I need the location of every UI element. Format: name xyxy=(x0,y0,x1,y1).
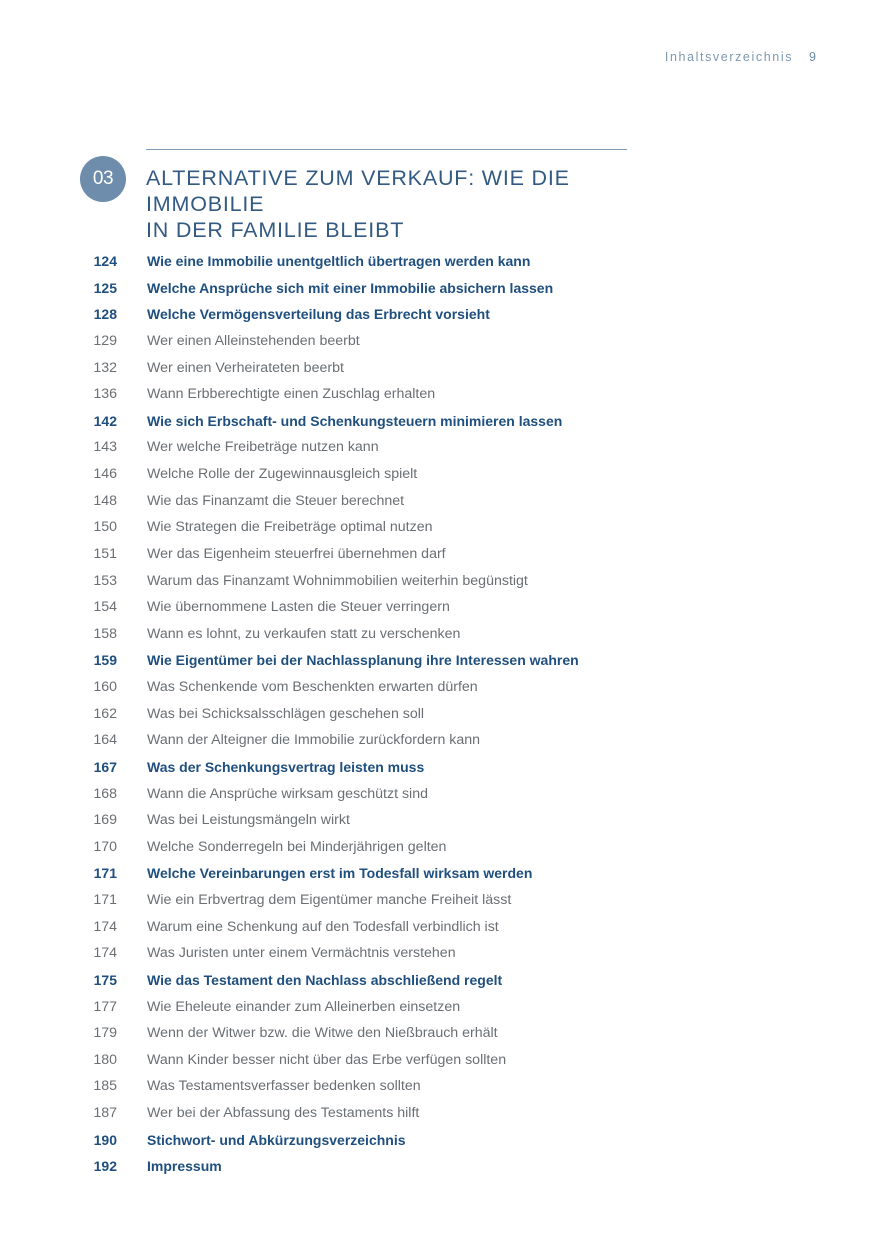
toc-page-number: 154 xyxy=(93,599,117,616)
toc-entry-sub[interactable] xyxy=(0,674,874,701)
toc-page-number: 171 xyxy=(93,892,117,908)
toc-page-number: 174 xyxy=(93,918,117,935)
toc-page-number: 153 xyxy=(93,572,117,589)
toc-page-number: 150 xyxy=(93,519,117,536)
toc-entry-title: Was bei Schicksalsschlägen geschehen soll xyxy=(147,705,425,722)
toc-entry-title: Was Juristen unter einem Vermächtnis verstehen xyxy=(147,945,456,962)
toc-entry-sub[interactable] xyxy=(0,1073,874,1100)
toc-page-number: 175 xyxy=(93,971,117,988)
toc-entry-title: Wie Eheleute einander zum Alleinerben einsetzen xyxy=(147,998,461,1015)
toc-entry-title: Was der Schenkungsvertrag leisten muss xyxy=(147,758,425,775)
toc-entry-sub[interactable] xyxy=(0,940,874,967)
toc-entry-main[interactable] xyxy=(0,1127,874,1154)
toc-entry-main[interactable] xyxy=(0,301,874,328)
toc-entry-sub[interactable] xyxy=(0,1020,874,1047)
toc-entry-title: Welche Ansprüche sich mit einer Immobilie absichern lassen xyxy=(147,279,554,296)
toc-page-number: 160 xyxy=(93,679,117,695)
toc-page-number: 185 xyxy=(93,1078,117,1095)
toc-page-number: 125 xyxy=(93,279,117,296)
toc-entry-title: Wie sich Erbschaft- und Schenkungsteuern minimieren lassen xyxy=(147,412,563,429)
toc-page-number: 167 xyxy=(93,758,117,775)
toc-page-number: 168 xyxy=(93,785,117,802)
toc-page-number: 170 xyxy=(93,838,117,855)
toc-entry-sub[interactable] xyxy=(0,381,874,408)
toc-entry-main[interactable] xyxy=(0,754,874,781)
toc-entry-title: Impressum xyxy=(147,1158,222,1175)
toc-entry-sub[interactable] xyxy=(0,994,874,1021)
chapter-title-line-1: ALTERNATIVE ZUM VERKAUF: WIE DIE IMMOBILIE xyxy=(146,166,570,216)
toc-page-number: 124 xyxy=(93,253,117,269)
toc-entry-sub[interactable] xyxy=(0,355,874,382)
toc-entry-sub[interactable] xyxy=(0,568,874,595)
toc-page-number: 132 xyxy=(93,359,117,376)
toc-page-number: 148 xyxy=(93,492,117,509)
toc-entry-title: Wie das Testament den Nachlass abschließend regelt xyxy=(147,971,503,988)
toc-entry-main[interactable] xyxy=(0,275,874,302)
toc-entry-sub[interactable] xyxy=(0,1047,874,1074)
toc-entry-title: Wann der Alteigner die Immobilie zurückfordern kann xyxy=(147,732,481,749)
chapter-title-line-2: IN DER FAMILIE BLEIBT xyxy=(146,218,405,242)
toc-entry-title: Was bei Leistungsmängeln wirkt xyxy=(147,812,350,829)
toc-entry-sub[interactable] xyxy=(0,807,874,834)
toc-entry-sub[interactable] xyxy=(0,887,874,914)
toc-entry-sub[interactable] xyxy=(0,488,874,515)
toc-entry-sub[interactable] xyxy=(0,541,874,568)
toc-entry-title: Welche Rolle der Zugewinnausgleich spielt xyxy=(147,466,418,482)
toc-entry-title: Warum das Finanzamt Wohnimmobilien weiterhin begünstigt xyxy=(147,572,528,589)
toc-page-number: 158 xyxy=(93,625,117,642)
chapter-title xyxy=(146,165,636,243)
toc-entry-title: Wie das Finanzamt die Steuer berechnet xyxy=(147,492,405,509)
toc-entry-title: Was Schenkende vom Beschenkten erwarten dürfen xyxy=(147,679,478,695)
toc-page-number: 159 xyxy=(93,652,117,669)
toc-entry-title: Wie Strategen die Freibeträge optimal nutzen xyxy=(147,519,433,536)
toc-page-number: 190 xyxy=(93,1131,117,1148)
toc-entry-main[interactable] xyxy=(0,408,874,435)
toc-page-number: 187 xyxy=(93,1105,117,1121)
toc-entry-title: Was Testamentsverfasser bedenken sollten xyxy=(147,1078,421,1095)
running-head-section: Inhaltsverzeichnis xyxy=(664,50,794,64)
toc-entry-title: Wann es lohnt, zu verkaufen statt zu verschenken xyxy=(147,625,461,642)
page-number: 9 xyxy=(809,50,816,64)
toc-page-number: 171 xyxy=(93,865,117,882)
toc-entry-title: Stichwort- und Abkürzungsverzeichnis xyxy=(147,1131,406,1148)
toc-entry-sub[interactable] xyxy=(0,328,874,355)
toc-entry-title: Welche Vereinbarungen erst im Todesfall wirksam werden xyxy=(147,865,533,882)
toc-page-number: 128 xyxy=(93,306,117,323)
toc-entry-title: Wie ein Erbvertrag dem Eigentümer manche Freiheit lässt xyxy=(147,892,512,908)
toc-entry-title: Wie eine Immobilie unentgeltlich übertragen werden kann xyxy=(147,253,531,269)
toc-entry-sub[interactable] xyxy=(0,1100,874,1127)
toc-entry-sub[interactable] xyxy=(0,434,874,461)
toc-entry-sub[interactable] xyxy=(0,514,874,541)
table-of-contents xyxy=(0,248,874,1180)
toc-page-number: 136 xyxy=(93,386,117,403)
toc-page-number: 177 xyxy=(93,998,117,1015)
toc-entry-title: Warum eine Schenkung auf den Todesfall verbindlich ist xyxy=(147,918,499,935)
toc-page-number: 142 xyxy=(93,412,117,429)
toc-entry-sub[interactable] xyxy=(0,594,874,621)
toc-entry-title: Wer das Eigenheim steuerfrei übernehmen darf xyxy=(147,545,446,562)
toc-entry-title: Wer bei der Abfassung des Testaments hilft xyxy=(147,1105,420,1121)
toc-entry-title: Wer welche Freibeträge nutzen kann xyxy=(147,439,379,456)
toc-entry-sub[interactable] xyxy=(0,461,874,488)
toc-page-number: 179 xyxy=(93,1025,117,1042)
toc-entry-sub[interactable] xyxy=(0,781,874,808)
toc-page-number: 192 xyxy=(93,1158,117,1175)
chapter-rule xyxy=(146,149,627,150)
toc-entry-sub[interactable] xyxy=(0,914,874,941)
toc-page-number: 174 xyxy=(93,945,117,962)
toc-entry-main[interactable] xyxy=(0,967,874,994)
toc-entry-main[interactable] xyxy=(0,1153,874,1180)
toc-entry-main[interactable] xyxy=(0,860,874,887)
toc-page-number: 169 xyxy=(93,812,117,829)
toc-entry-title: Wann Erbberechtigte einen Zuschlag erhalten xyxy=(147,386,436,403)
toc-page-number: 151 xyxy=(93,545,117,562)
toc-entry-main[interactable] xyxy=(0,248,874,275)
toc-page-number: 143 xyxy=(93,439,117,456)
toc-page-number: 162 xyxy=(93,705,117,722)
toc-entry-title: Wenn der Witwer bzw. die Witwe den Nießbrauch erhält xyxy=(147,1025,498,1042)
toc-entry-title: Wann die Ansprüche wirksam geschützt sind xyxy=(147,785,428,802)
toc-page-number: 146 xyxy=(93,466,117,482)
toc-page-number: 129 xyxy=(93,332,117,349)
toc-entry-title: Wie übernommene Lasten die Steuer verringern xyxy=(147,599,450,616)
chapter-number-badge: 03 xyxy=(80,156,126,202)
toc-entry-main[interactable] xyxy=(0,647,874,674)
toc-entry-title: Wie Eigentümer bei der Nachlassplanung ihre Interessen wahren xyxy=(147,652,579,669)
toc-entry-title: Wer einen Verheirateten beerbt xyxy=(147,359,344,376)
toc-page-number: 164 xyxy=(93,732,117,749)
toc-entry-sub[interactable] xyxy=(0,727,874,754)
toc-entry-title: Welche Sonderregeln bei Minderjährigen gelten xyxy=(147,838,447,855)
toc-entry-sub[interactable] xyxy=(0,834,874,861)
running-head xyxy=(665,50,816,64)
toc-page-number: 180 xyxy=(93,1051,117,1068)
toc-entry-title: Wer einen Alleinstehenden beerbt xyxy=(147,332,360,349)
toc-entry-title: Wann Kinder besser nicht über das Erbe verfügen sollten xyxy=(147,1051,507,1068)
toc-entry-sub[interactable] xyxy=(0,701,874,728)
toc-entry-title: Welche Vermögensverteilung das Erbrecht vorsieht xyxy=(147,306,490,323)
toc-entry-sub[interactable] xyxy=(0,621,874,648)
